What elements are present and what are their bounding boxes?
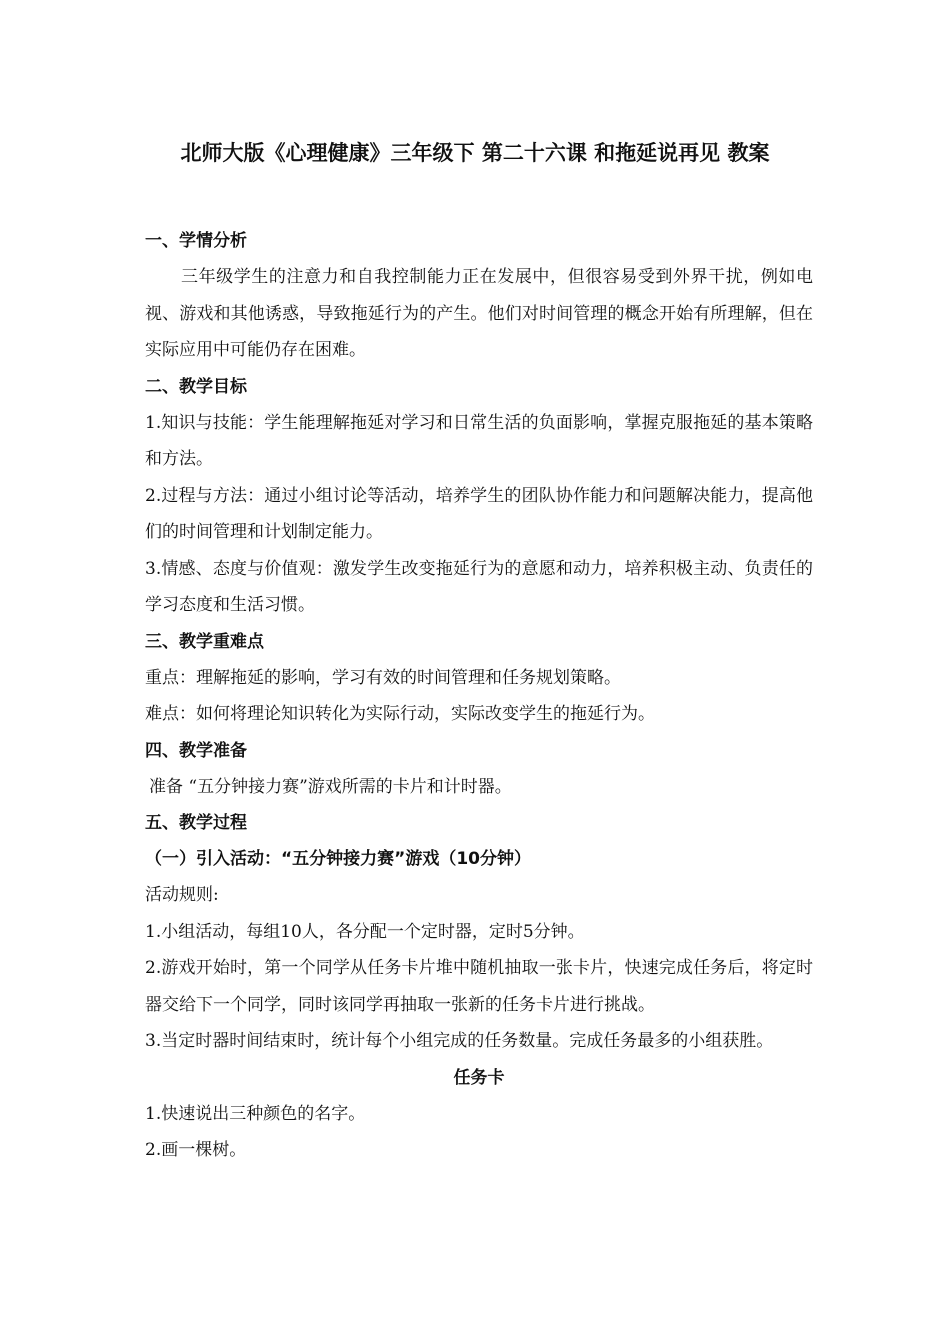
task-card-heading: 任务卡 bbox=[453, 1067, 505, 1088]
difficulty-text: 难点：如何将理论知识转化为实际行动，实际改变学生的拖延行为。 bbox=[145, 704, 655, 724]
document-body bbox=[145, 223, 813, 1169]
teaching-goal-item: 3.情感、态度与价值观：激发学生改变拖延行为的意愿和动力，培养积极主动、负责任的学习态度和生活习惯。 bbox=[145, 558, 813, 615]
activity-rule-item: 1.小组活动，每组10人，各分配一个定时器，定时5分钟。 bbox=[145, 921, 585, 942]
section-heading-key-difficulties: 三、教学重难点 bbox=[145, 631, 264, 652]
activity-rules-label: 活动规则: bbox=[145, 885, 219, 905]
section-heading-preparation: 四、教学准备 bbox=[145, 740, 247, 761]
task-card-item: 2.画一棵树。 bbox=[145, 1140, 247, 1160]
section-heading-learner-analysis: 一、学情分析 bbox=[145, 231, 247, 251]
key-point-text: 重点：理解拖延的影响，学习有效的时间管理和任务规划策略。 bbox=[145, 667, 621, 688]
activity-rule-item: 2.游戏开始时，第一个同学从任务卡片堆中随机抽取一张卡片，快速完成任务后，将定时器交给下一个同学，同时该同学再抽取一张新的任务卡片进行挑战。 bbox=[145, 958, 813, 1015]
teaching-goal-item: 1.知识与技能：学生能理解拖延对学习和日常生活的负面影响，掌握克服拖延的基本策略和方法。 bbox=[145, 412, 813, 469]
section-heading-teaching-goals: 二、教学目标 bbox=[145, 376, 247, 397]
task-card-item: 1.快速说出三种颜色的名字。 bbox=[145, 1103, 366, 1124]
preparation-text: 准备 “五分钟接力赛”游戏所需的卡片和计时器。 bbox=[149, 776, 512, 797]
learner-analysis-paragraph: 三年级学生的注意力和自我控制能力正在发展中，但很容易受到外界干扰，例如电视、游戏和其他诱惑，导致拖延行为的产生。他们对时间管理的概念开始有所理解，但在实际应用中可能仍存在困难。 bbox=[145, 267, 813, 360]
subsection-heading-intro-activity: （一）引入活动：“五分钟接力赛”游戏（10分钟） bbox=[145, 849, 532, 869]
document-title: 北师大版《心理健康》三年级下 第二十六课 和拖延说再见 教案 bbox=[180, 141, 770, 165]
activity-rule-item: 3.当定时器时间结束时，统计每个小组完成的任务数量。完成任务最多的小组获胜。 bbox=[145, 1031, 774, 1051]
section-heading-teaching-process: 五、教学过程 bbox=[145, 813, 247, 833]
teaching-goal-item: 2.过程与方法：通过小组讨论等活动，培养学生的团队协作能力和问题解决能力，提高他们的时间管理和计划制定能力。 bbox=[145, 485, 813, 542]
